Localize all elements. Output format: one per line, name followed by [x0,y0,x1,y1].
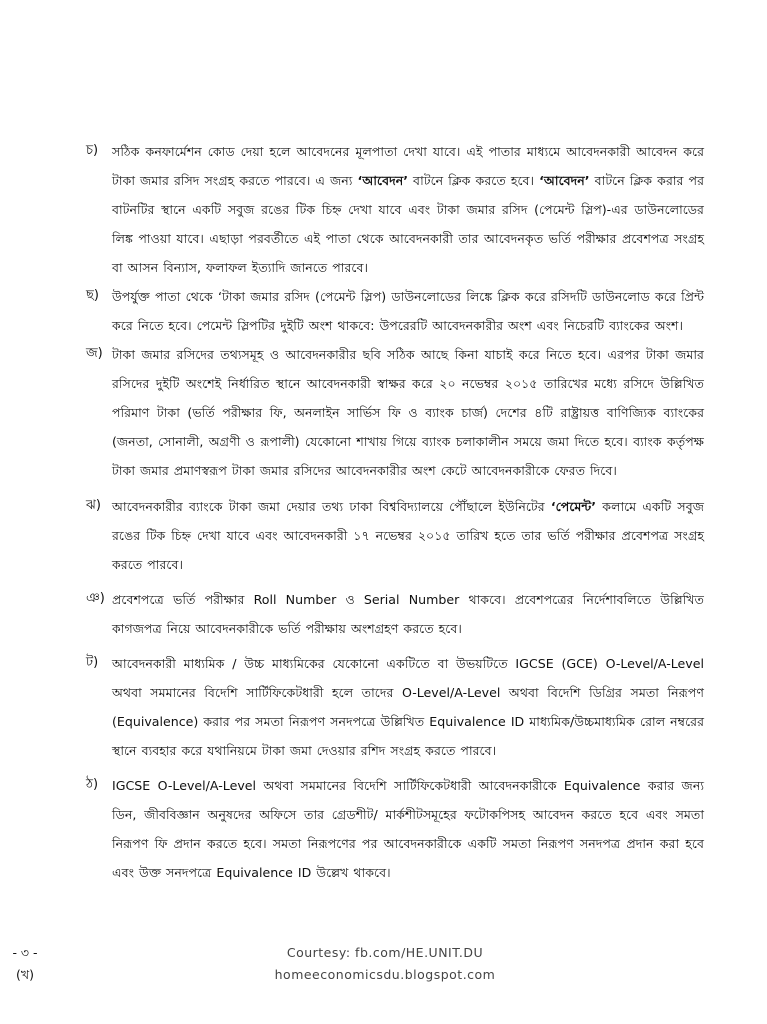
text-run: IGCSE O-Level/A-Level অথবা সমমানের বিদেশি সার্টিফিকেটধারী আবেদনকারীকে Equivalence করার জন্য ডিন, জীববিজ্ঞান অনুষদের অফিসে তার গ্রেডশীট/ মার্কশীটসমূহের ফটোকপিসহ আবেদন করতে হবে এবং সমতা নিরূপণ ফি প্রদান করতে হবে। সমতা নিরূপণের পর আবেদনকারীকে একটি সমতা নিরূপণ সনদপত্র প্রদান করা হবে এবং উক্ত সনদপত্রে Equivalence ID উল্লেখ থাকবে। [112,778,704,880]
text-run: বাটনে ক্লিক করার পর বাটনটির স্থানে একটি সবুজ রঙের টিক চিহ্ন দেখা যাবে এবং টাকা জমার রসিদ (পেমেন্ট স্লিপ)-এর ডাউনলোডের লিঙ্ক পাওয়া যাবে। এছাড়া পরবর্তীতে এই পাতা থেকে আবেদনকারী তার আবেদনকৃত ভর্তি পরীক্ষার প্রবেশপত্র সংগ্রহ বা আসন বিন্যাস, ফলাফল ইত্যাদি জানতে পারবে। [112,173,705,275]
bold-term: ‘আবেদন’ [357,173,408,188]
text-run: আবেদনকারীর ব্যাংকে টাকা জমা দেয়ার তথ্য ঢাকা বিশ্ববিদ্যালয়ে পৌঁছালে ইউনিটের [112,499,551,514]
courtesy-credit: Courtesy: fb.com/HE.UNIT.DU [286,945,484,960]
list-marker: ট) [86,655,99,670]
paragraph [112,282,704,340]
paragraph [112,649,704,765]
bold-term: ‘পেমেন্ট’ [550,499,597,514]
list-marker: ঠ) [86,777,99,792]
page-number: - ৩ - [12,945,38,960]
paragraph [112,585,704,643]
text-run: আবেদনকারী মাধ্যমিক / উচ্চ মাধ্যমিকের যেকোনো একটিতে বা উভয়টিতে IGCSE (GCE) O-Level/A-Level অথবা সমমানের বিদেশি সার্টিফিকেটধারী হলে তাদের O-Level/A-Level অথবা বিদেশি ডিগ্রির সমতা নিরূপণ (Equivalence) করার পর সমতা নিরূপণ সনদপত্রে উল্লিখিত Equivalence ID মাধ্যমিক/উচ্চমাধ্যমিক রোল নম্বরের স্থানে ব্যবহার করে যথানিয়মে টাকা জমা দেওয়ার রশিদ সংগ্রহ করতে পারবে। [112,656,704,758]
paragraph [112,137,704,282]
text-run: প্রবেশপত্রে ভর্তি পরীক্ষার Roll Number ও Serial Number থাকবে। প্রবেশপত্রের নির্দেশাবলিতে উল্লিখিত কাগজপত্র নিয়ে আবেদনকারীকে ভর্তি পরীক্ষায় অংশগ্রহণ করতে হবে। [112,592,704,636]
list-marker: চ) [86,143,99,158]
text-run: কলামে একটি সবুজ রঙের টিক চিহ্ন দেখা যাবে এবং আবেদনকারী ১৭ নভেম্বর ২০১৫ তারিখ হতে তার ভর্তি পরীক্ষার প্রবেশপত্র সংগ্রহ করতে পারবে। [112,499,704,572]
page-number-block [2,942,48,986]
list-marker: ঝ) [86,498,101,513]
paragraph [112,492,704,579]
text-run: সঠিক কনফার্মেশন কোড দেয়া হলে আবেদনের মূলপাতা দেখা যাবে। এই পাতার মাধ্যমে আবেদনকারী আবেদন করে টাকা জমার রসিদ সংগ্রহ করতে পারবে। এ জন্য [112,144,704,188]
text-run: টাকা জমার রসিদের তথ্যসমূহ ও আবেদনকারীর ছবি সঠিক আছে কিনা যাচাই করে নিতে হবে। এরপর টাকা জমার রসিদের দুইটি অংশেই নির্ধারিত স্থানে আবেদনকারী স্বাক্ষর করে ২০ নভেম্বর ২০১৫ তারিখের মধ্যে রসিদে উল্লিখিত পরিমাণ টাকা (ভর্তি পরীক্ষার ফি, অনলাইন সার্ভিস ফি ও ব্যাংক চার্জ) দেশের ৪টি রাষ্ট্রায়ত্ত বাণিজ্যিক ব্যাংকের (জনতা, সোনালী, অগ্রণী ও রূপালী) যেকোনো শাখায় গিয়ে ব্যাংক চলাকালীন সময়ে জমা দিতে হবে। ব্যাংক কর্তৃপক্ষ টাকা জমার প্রমাণস্বরূপ টাকা জমার রসিদের আবেদনকারীর অংশ কেটে আবেদনকারীকে ফেরত দিবে। [112,347,704,478]
text-run: উপর্যুক্ত পাতা থেকে ‘টাকা জমার রসিদ (পেমেন্ট স্লিপ) ডাউনলোডের লিঙ্কে ক্লিক করে রসিদটি ডাউনলোড করে প্রিন্ট করে নিতে হবে। পেমেন্ট স্লিপটির দুইটি অংশ থাকবে: উপরেরটি আবেদনকারীর অংশ এবং নিচেরটি ব্যাংকের অংশ। [112,289,704,333]
page-sub-label: (খ) [16,967,34,982]
paragraph [112,771,704,887]
paragraph [112,340,704,485]
list-marker: ঞ) [86,591,105,606]
list-marker: জ) [86,346,103,361]
list-marker: ছ) [86,288,99,303]
bold-term: ‘আবেদন’ [539,173,590,188]
blog-url: homeeconomicsdu.blogspot.com [274,967,496,982]
text-run: বাটনে ক্লিক করতে হবে। [408,173,540,188]
